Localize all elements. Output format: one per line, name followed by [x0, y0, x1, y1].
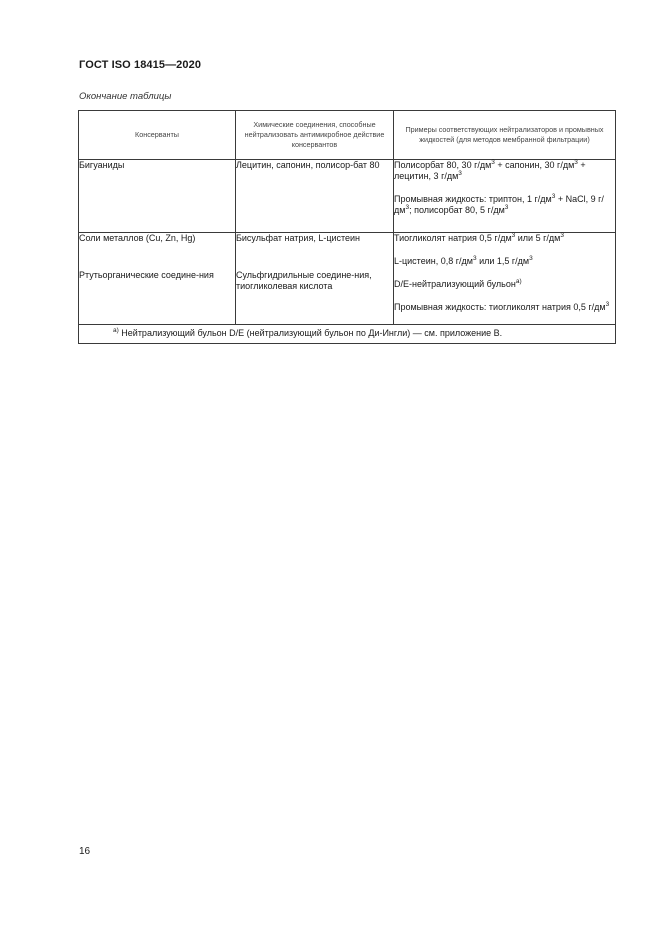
superscript: 3 [560, 232, 564, 239]
table-cell [236, 233, 394, 325]
superscript: 3 [551, 193, 556, 200]
preservative-name: Ртутьорганические соедине-ния [79, 270, 214, 280]
neutralizer-text [394, 279, 615, 290]
page-number: 16 [79, 846, 91, 857]
text-span: + сапонин, 30 г/дм [494, 160, 575, 170]
document-header: ГОСТ ISO 18415—2020 [79, 59, 202, 71]
table-footnote [79, 325, 616, 344]
compound-text: Лецитин, сапонин, полисор-бат 80 [236, 160, 380, 170]
table-cell [394, 233, 616, 325]
text-span: Промывная жидкость: тиогликолят натрия 0,5 г/дм [394, 302, 606, 312]
text-span: + лецитин, 3 г/дм [394, 160, 586, 181]
text-span: Тиогликолят натрия 0,5 г/дм [394, 233, 512, 243]
table-row [79, 233, 616, 325]
table-caption: Окончание таблицы [79, 91, 172, 102]
neutralizer-text [394, 233, 615, 244]
text-span: ; полисорбат 80, 5 г/дм [409, 205, 505, 215]
text-span: или 5 г/дм [515, 233, 561, 243]
compound-text: Бисульфат натрия, L-цистеин [236, 233, 361, 243]
table-row [79, 160, 616, 233]
footnote-mark: a) [113, 327, 119, 334]
table-cell [236, 160, 394, 233]
superscript: 3 [511, 232, 516, 239]
table-footnote-row [79, 325, 616, 344]
superscript: 3 [529, 255, 533, 262]
superscript: 3 [605, 301, 610, 308]
superscript: 3 [504, 204, 509, 211]
preservative-name: Бигуаниды [79, 160, 125, 170]
neutralizer-text [394, 256, 615, 267]
footnote-reference: a) [515, 278, 522, 285]
neutralizer-table [78, 110, 616, 344]
table-cell [79, 233, 236, 325]
column-header-chemical-compounds: Химические соединения, способные нейтрализовать антимикробное действие консервантов [236, 111, 394, 160]
column-header-neutralizer-examples: Примеры соответствующих нейтрализаторов и промывных жидкостей (для методов мембранной фильтрации) [394, 111, 616, 160]
compound-text: Сульфгидрильные соедине-ния, тиогликолевая кислота [236, 270, 372, 291]
column-header-preservatives: Консерванты [79, 111, 236, 160]
superscript: 3 [574, 159, 578, 166]
rinse-fluid-text [394, 302, 615, 313]
superscript: 3 [491, 159, 495, 166]
text-span: D/E-нейтрализующий бульон [394, 279, 516, 289]
table-cell [79, 160, 236, 233]
text-span: Полисорбат 80, 30 г/дм [394, 160, 492, 170]
neutralizer-text [394, 160, 615, 182]
text-span: или 1,5 г/дм [476, 256, 530, 266]
table-header-row [79, 111, 616, 160]
superscript: 3 [472, 255, 477, 262]
superscript: 3 [458, 170, 462, 177]
footnote-text: Нейтрализующий бульон D/E (нейтрализующий бульон по Ди-Ингли) — см. приложение В. [118, 328, 503, 338]
superscript: 3 [405, 204, 410, 211]
rinse-fluid-text [394, 194, 615, 216]
text-span: + NaCl, 9 г/дм [394, 194, 604, 215]
text-span: L-цистеин, 0,8 г/дм [394, 256, 473, 266]
preservative-name: Соли металлов (Cu, Zn, Hg) [79, 233, 196, 243]
table-cell [394, 160, 616, 233]
text-span: Промывная жидкость: триптон, 1 г/дм [394, 194, 552, 204]
